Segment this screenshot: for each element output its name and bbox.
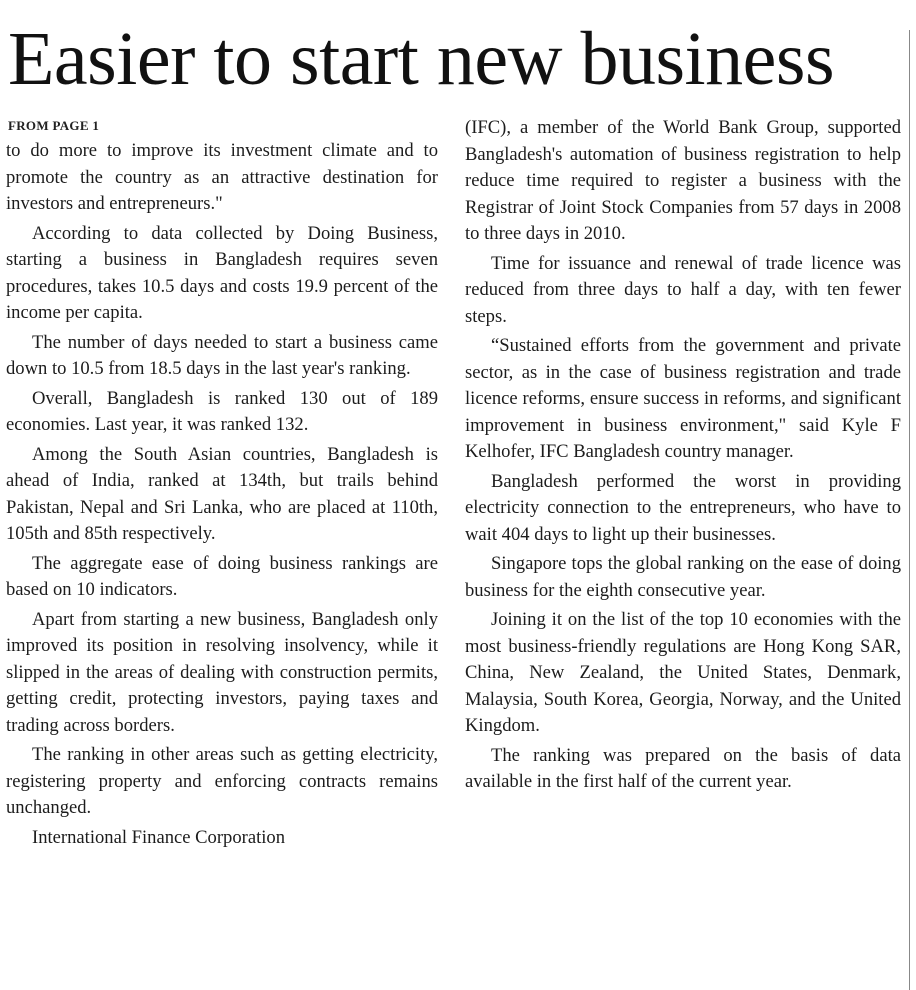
paragraph: According to data collected by Doing Business, starting a business in Bangladesh requires seven procedures, takes 10.5 days and costs 19.9 percent of the income per capita. xyxy=(6,222,438,323)
paragraph: “Sustained efforts from the government and private sector, as in the case of business registration and trade licence reforms, ensure success in reforms, and significant improvement in business environment," said Kyle F Kelhofer, IFC Bangladesh country manager. xyxy=(465,335,901,462)
paragraph: Overall, Bangladesh is ranked 130 out of 189 economies. Last year, it was ranked 132. xyxy=(6,387,438,435)
paragraph: Singapore tops the global ranking on the ease of doing business for the eighth consecutive year. xyxy=(465,553,901,601)
left-column xyxy=(6,138,438,851)
paragraph: Bangladesh performed the worst in providing electricity connection to the entrepreneurs, who have to wait 404 days to light up their businesses. xyxy=(465,470,901,545)
headline: Easier to start new business xyxy=(8,17,835,101)
paragraph: Joining it on the list of the top 10 economies with the most business-friendly regulations are Hong Kong SAR, China, New Zealand, the United States, Denmark, Malaysia, South Korea, Georgia, Norway, and the United Kingdom. xyxy=(465,609,901,736)
paragraph: Among the South Asian countries, Bangladesh is ahead of India, ranked at 134th, but trails behind Pakistan, Nepal and Sri Lanka, who are placed at 110th, 105th and 85th respectively. xyxy=(6,443,438,544)
paragraph: to do more to improve its investment climate and to promote the country as an attractive destination for investors and entrepreneurs." xyxy=(6,140,438,214)
paragraph: The ranking in other areas such as getting electricity, registering property and enforcing contracts remains unchanged. xyxy=(6,744,438,818)
paragraph: (IFC), a member of the World Bank Group, supported Bangladesh's automation of business registration to help reduce time required to register a business with the Registrar of Joint Stock Companies from 57 days in 2008 to three days in 2010. xyxy=(465,117,901,244)
paragraph: Time for issuance and renewal of trade licence was reduced from three days to half a day, with ten fewer steps. xyxy=(465,252,901,327)
right-column xyxy=(465,115,901,796)
column-rule xyxy=(909,30,910,990)
paragraph: The aggregate ease of doing business rankings are based on 10 indicators. xyxy=(6,552,438,600)
paragraph: The ranking was prepared on the basis of data available in the first half of the current year. xyxy=(465,744,901,792)
continued-from-label: FROM PAGE 1 xyxy=(8,118,100,133)
paragraph: The number of days needed to start a business came down to 10.5 from 18.5 days in the last year's ranking. xyxy=(6,331,438,379)
paragraph: Apart from starting a new business, Bangladesh only improved its position in resolving insolvency, while it slipped in the areas of dealing with construction permits, getting credit, protecting investors, paying taxes and trading across borders. xyxy=(6,608,438,736)
paragraph: International Finance Corporation xyxy=(32,826,286,848)
